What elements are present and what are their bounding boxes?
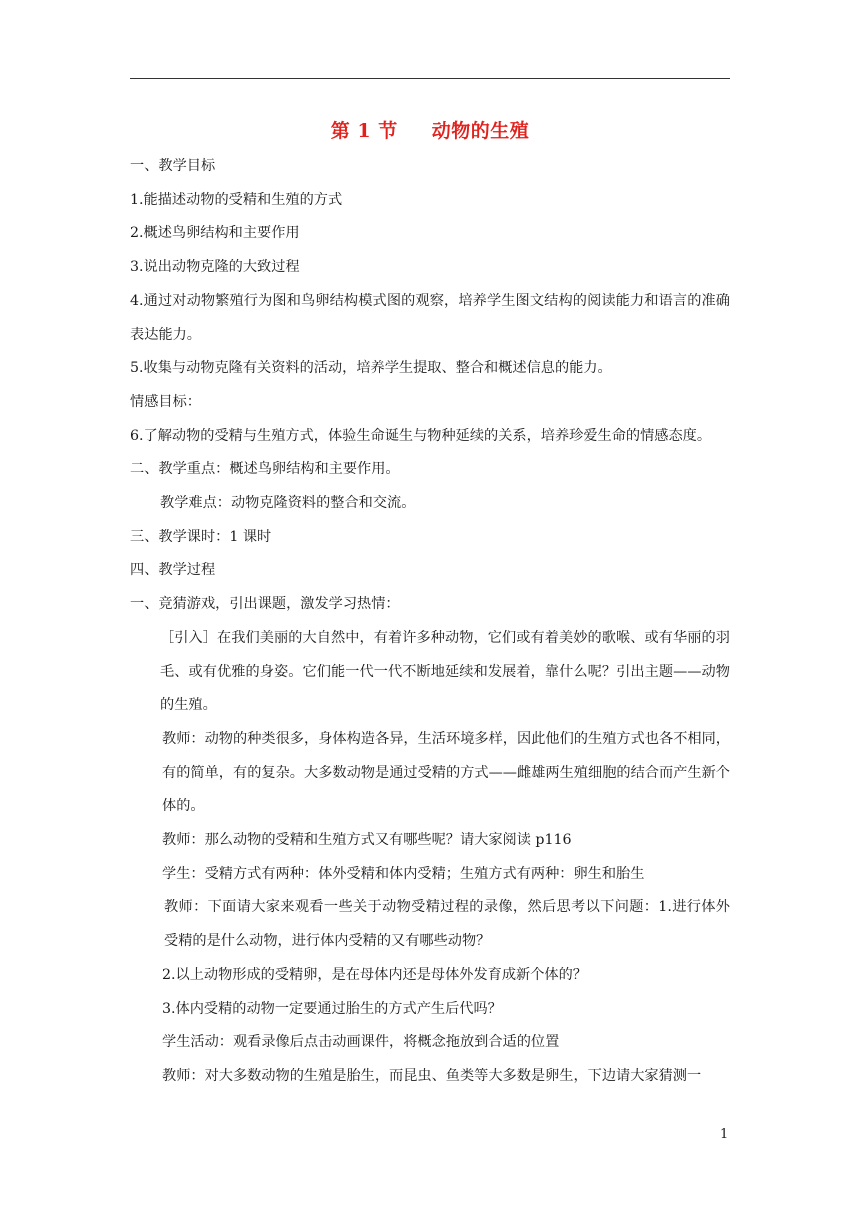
paragraph: 情感目标： [130,393,201,410]
paragraph: 一、教学目标 [130,158,216,174]
paragraph: 教师：动物的种类很多，身体构造各异，生活环境多样，因此他们的生殖方式也各不相同，有的简单，有的复杂。大多数动物是通过受精的方式——雌雄两生殖细胞的结合而产生新个体的。 [162,730,730,815]
section-name: 动物的生殖 [431,120,530,142]
paragraph: 四、教学过程 [130,562,216,579]
paragraph: 教师：对大多数动物的生殖是胎生，而昆虫、鱼类等大多数是卵生，下边请大家猜测一 [162,1067,702,1084]
paragraph: 三、教学课时：1 课时 [130,528,272,545]
paragraph: 3.体内受精的动物一定要通过胎生的方式产生后代吗？ [162,1000,502,1017]
paragraph: 学生活动：观看录像后点击动画课件，将概念拖放到合适的位置 [162,1034,560,1051]
document-body [130,150,730,1094]
paragraph: 教师：下面请大家来观看一些关于动物受精过程的录像，然后思考以下问题：1.进行体外受精的是什么动物，进行体内受精的又有哪些动物？ [164,899,730,950]
header-rule [130,78,730,79]
paragraph: 6.了解动物的受精与生殖方式，体验生命诞生与物种延续的关系，培养珍爱生命的情感态度。 [130,427,712,444]
paragraph: 3.说出动物克隆的大致过程 [130,259,300,276]
section-number: 第 1 节 [330,120,398,142]
paragraph: 2.概述鸟卵结构和主要作用 [130,225,300,242]
paragraph: 教学难点：动物克隆资料的整合和交流。 [160,495,416,512]
paragraph: ［引入］在我们美丽的大自然中，有着许多种动物，它们或有着美妙的歌喉、或有华丽的羽毛、或有优雅的身姿。它们能一代一代不断地延续和发展着，靠什么呢？引出主题——动物的生殖。 [160,629,730,714]
paragraph: 二、教学重点：概述鸟卵结构和主要作用。 [130,461,400,478]
paragraph: 教师：那么动物的受精和生殖方式又有哪些呢？请大家阅读 p116 [162,832,572,849]
paragraph: 5.收集与动物克隆有关资料的活动，培养学生提取、整合和概述信息的能力。 [130,360,612,377]
page-number: 1 [720,1127,729,1142]
paragraph: 2.以上动物形成的受精卵，是在母体内还是母体外发育成新个体的？ [162,966,587,983]
paragraph: 1.能描述动物的受精和生殖的方式 [130,191,343,208]
page-title [130,116,730,143]
paragraph: 一、竞猜游戏，引出课题，激发学习热情： [130,596,400,613]
paragraph: 学生：受精方式有两种：体外受精和体内受精；生殖方式有两种：卵生和胎生 [162,865,645,882]
paragraph: 4.通过对动物繁殖行为图和鸟卵结构模式图的观察，培养学生图文结构的阅读能力和语言的准确表达能力。 [130,292,730,343]
